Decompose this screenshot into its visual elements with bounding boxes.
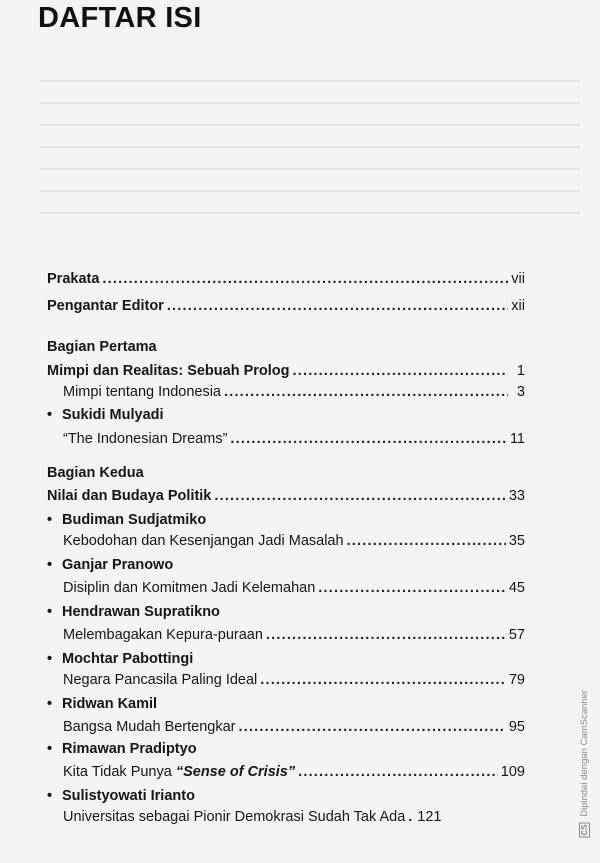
author-name: • Ganjar Pranowo — [47, 557, 174, 573]
author-name: • Sulistyowati Irianto — [47, 788, 195, 804]
toc-entry-pengantar-editor[interactable] — [47, 292, 525, 314]
entry-label: Mimpi tentang Indonesia — [63, 384, 221, 400]
page-number: 3 — [516, 384, 525, 400]
author-name: • Hendrawan Supratikno — [47, 604, 220, 620]
dot-leader — [298, 764, 498, 780]
page-number: 95 — [508, 719, 525, 735]
toc-entry-article[interactable] — [63, 527, 525, 549]
dot-leader — [102, 271, 508, 287]
page-title: DAFTAR ISI — [38, 2, 202, 34]
bleed-through-texture — [40, 60, 580, 250]
bullet-icon: • — [47, 696, 53, 712]
toc-entry-article[interactable] — [63, 425, 525, 447]
entry-label: Kita Tidak Punya “Sense of Crisis” — [63, 764, 296, 780]
author-name: • Rimawan Pradiptyo — [47, 741, 197, 757]
toc-entry-article[interactable] — [63, 574, 525, 596]
bullet-icon: • — [47, 651, 53, 667]
page-number: 45 — [508, 580, 525, 596]
page-number: 79 — [508, 672, 525, 688]
bullet-icon: • — [47, 788, 53, 804]
dot-leader — [266, 627, 506, 643]
entry-label: Prakata — [47, 271, 100, 287]
dot-leader — [224, 384, 508, 400]
page-number: vii — [511, 271, 525, 287]
page-number: 35 — [508, 533, 525, 549]
entry-label: Pengantar Editor — [47, 298, 164, 314]
scanner-watermark — [579, 690, 590, 838]
bullet-icon: • — [47, 557, 53, 573]
page-number: 121 — [417, 809, 442, 825]
toc-entry-prakata[interactable] — [47, 265, 525, 287]
author-name: • Ridwan Kamil — [47, 696, 158, 712]
toc-section-mimpi-dan-realitas[interactable] — [47, 357, 525, 379]
entry-label: Nilai dan Budaya Politik — [47, 488, 212, 504]
toc-entry-article[interactable] — [63, 758, 525, 780]
dot-leader — [260, 672, 506, 688]
dot-leader — [167, 298, 508, 314]
page-number: 11 — [509, 431, 525, 447]
dot-leader — [318, 580, 506, 596]
dot-leader — [293, 363, 508, 379]
dot-leader — [239, 719, 506, 735]
part-heading-1: Bagian Pertama — [47, 339, 157, 355]
author-name: • Budiman Sudjatmiko — [47, 512, 207, 528]
bullet-icon: • — [47, 604, 53, 620]
dot-leader — [347, 533, 506, 549]
toc-entry-article[interactable] — [63, 803, 525, 825]
toc-section-nilai-dan-budaya-politik[interactable] — [47, 482, 525, 504]
dot-leader — [408, 809, 414, 825]
bullet-icon: • — [47, 407, 53, 423]
page-number: xii — [511, 298, 525, 314]
toc-entry-mimpi-tentang-indonesia[interactable] — [63, 378, 525, 400]
entry-label: Melembagakan Kepura-puraan — [63, 627, 263, 643]
toc-entry-article[interactable] — [63, 713, 525, 735]
page-number: 33 — [508, 488, 525, 504]
entry-label: Universitas sebagai Pionir Demokrasi Sudah Tak Ada — [63, 809, 406, 825]
toc-entry-article[interactable] — [63, 666, 525, 688]
watermark-text: Dipindai dengan CamScanner — [579, 690, 590, 817]
dot-leader — [214, 488, 505, 504]
page-number: 1 — [516, 363, 525, 379]
entry-label: “The Indonesian Dreams” — [63, 431, 228, 447]
page-number: 109 — [500, 764, 525, 780]
entry-label: Kebodohan dan Kesenjangan Jadi Masalah — [63, 533, 344, 549]
author-name: • Mochtar Pabottingi — [47, 651, 194, 667]
camscanner-icon: CS — [580, 824, 589, 836]
bullet-icon: • — [47, 741, 53, 757]
entry-label: Bangsa Mudah Bertengkar — [63, 719, 236, 735]
page-number: 57 — [508, 627, 525, 643]
entry-label: Mimpi dan Realitas: Sebuah Prolog — [47, 363, 290, 379]
bullet-icon: • — [47, 512, 53, 528]
dot-leader — [230, 431, 507, 447]
emphasis-text: “Sense of Crisis” — [175, 764, 296, 780]
entry-label: Negara Pancasila Paling Ideal — [63, 672, 258, 688]
part-heading-2: Bagian Kedua — [47, 465, 144, 481]
entry-label: Disiplin dan Komitmen Jadi Kelemahan — [63, 580, 316, 596]
toc-entry-article[interactable] — [63, 621, 525, 643]
author-name: • Sukidi Mulyadi — [47, 407, 164, 423]
